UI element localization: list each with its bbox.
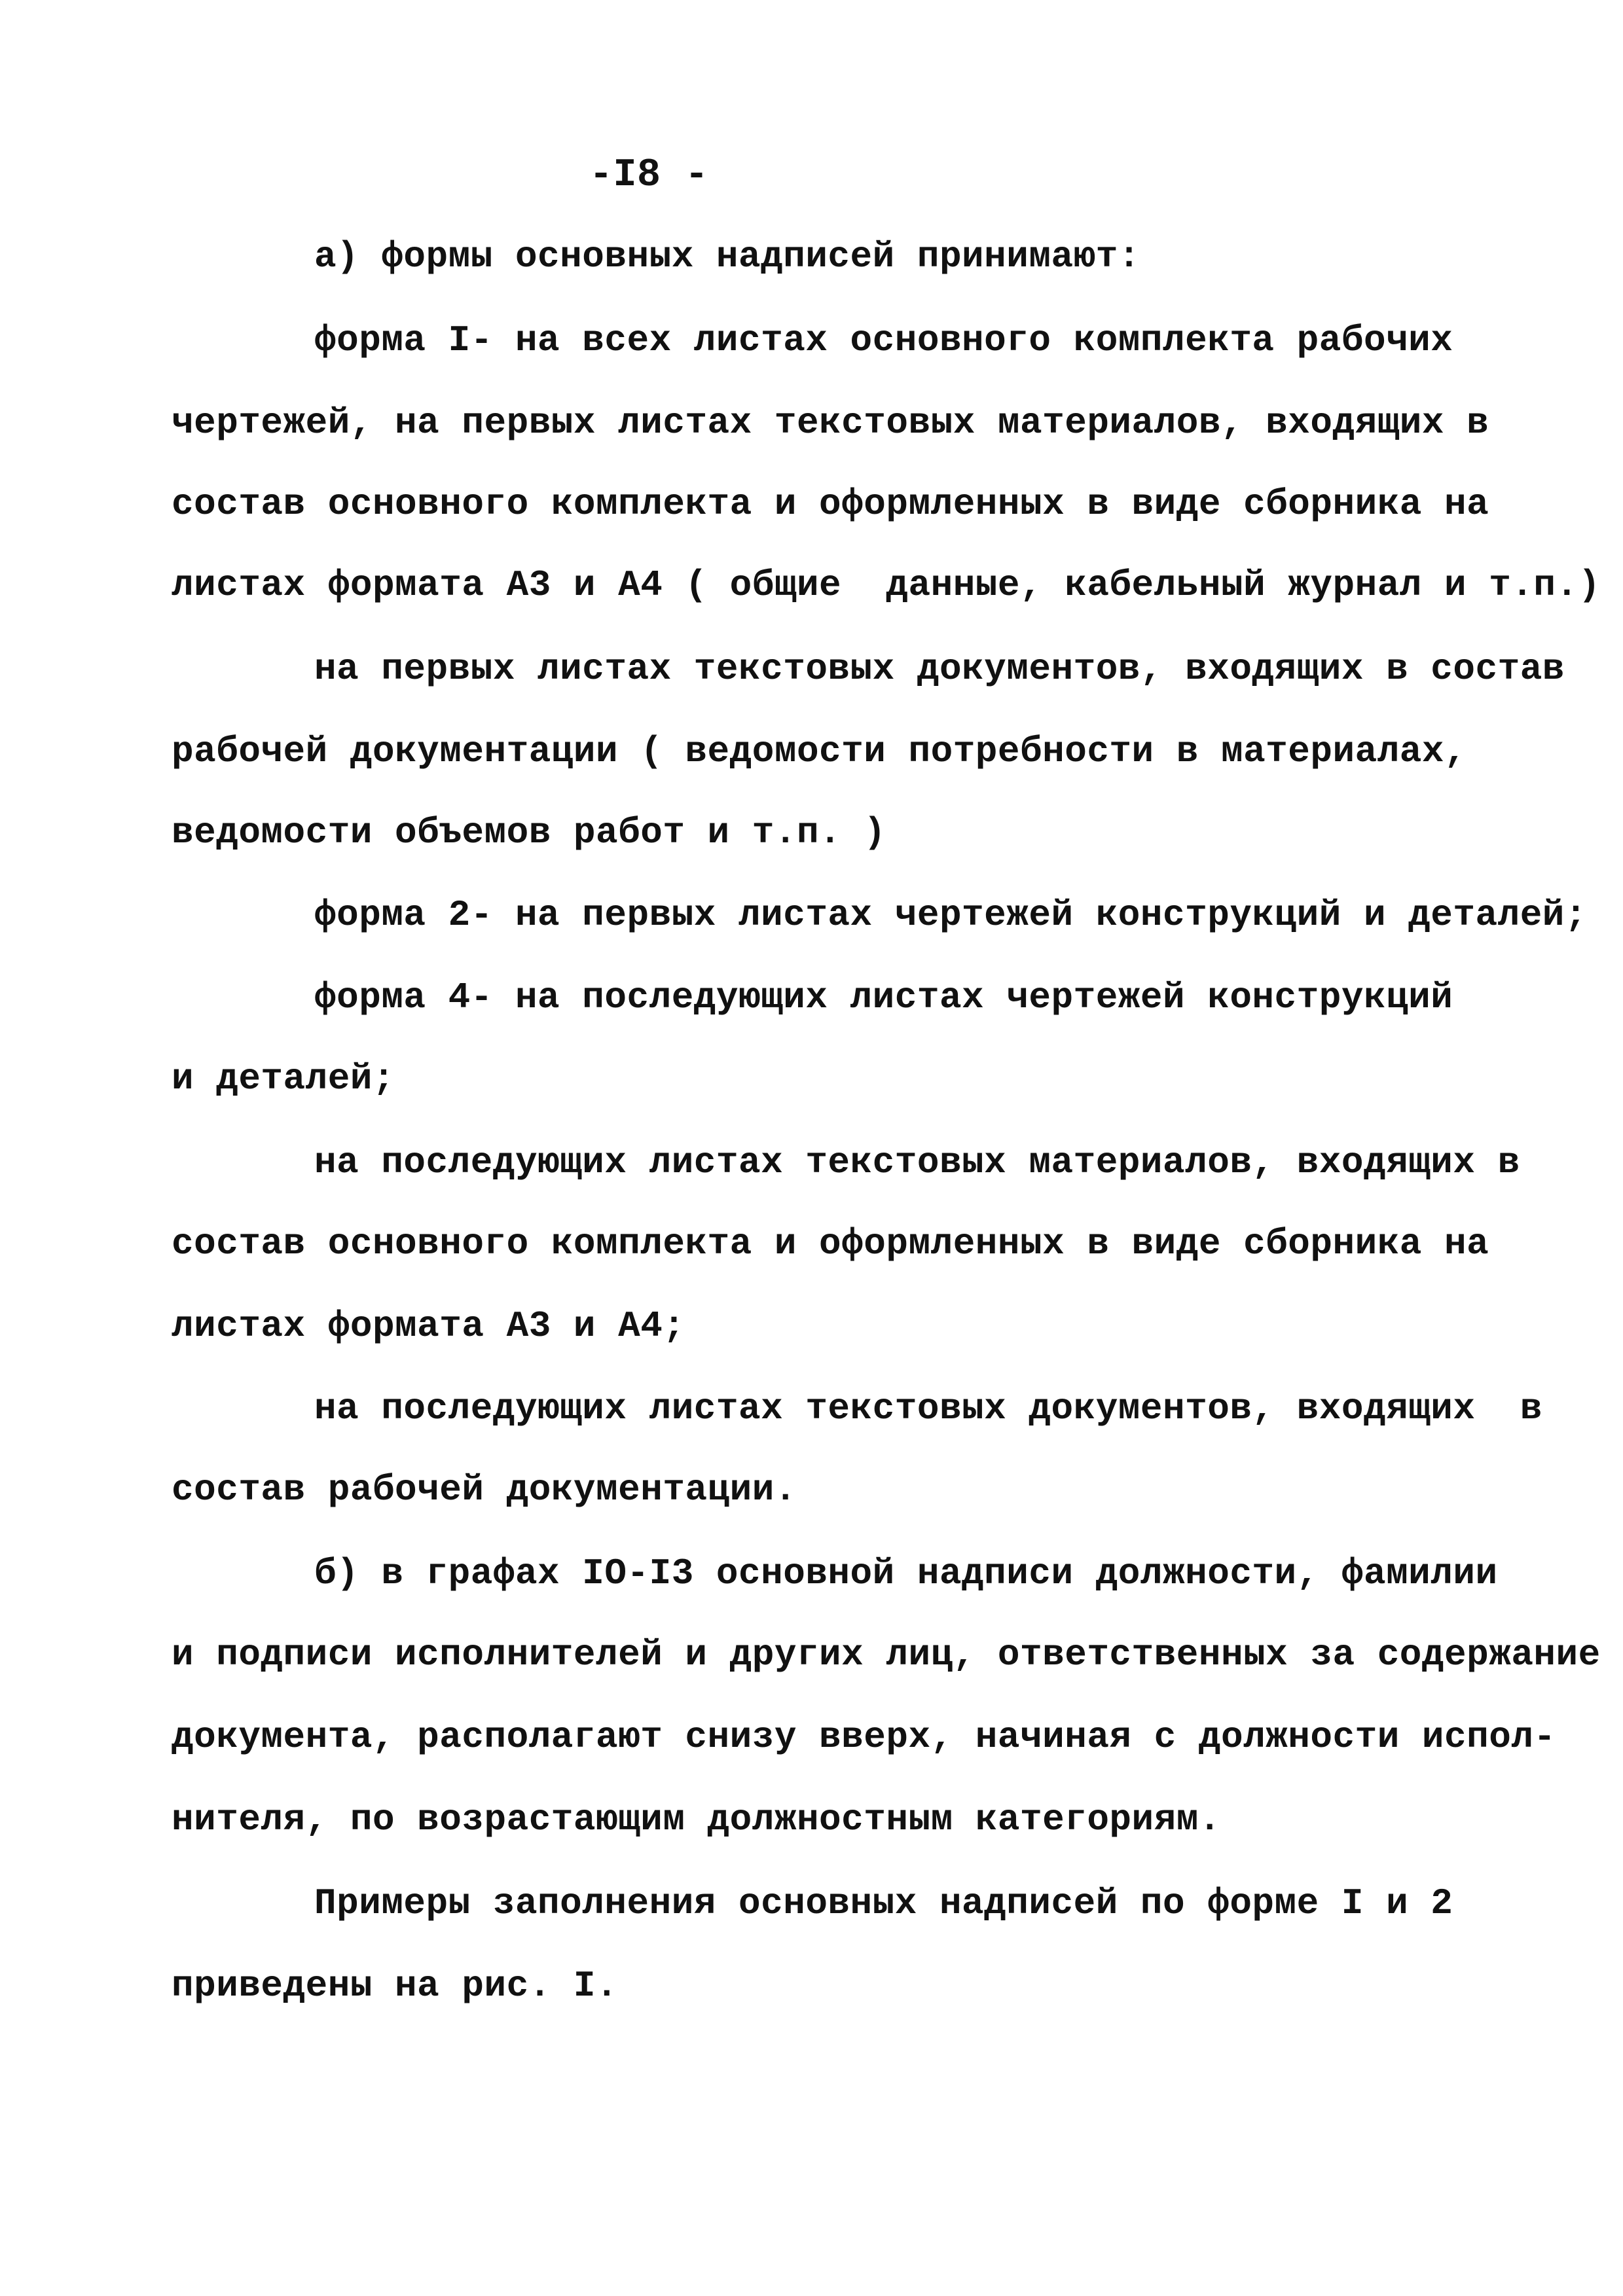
text-line: рабочей документации ( ведомости потребности в материалах, bbox=[172, 730, 1467, 772]
text-line: чертежей, на первых листах текстовых материалов, входящих в bbox=[172, 402, 1489, 444]
text-line: листах формата А3 и А4 ( общие данные, кабельный журнал и т.п.) bbox=[172, 564, 1601, 606]
text-line: документа, располагают снизу вверх, начиная с должности испол- bbox=[172, 1716, 1556, 1758]
text-line: нителя, по возрастающим должностным категориям. bbox=[172, 1799, 1221, 1840]
text-line: приведены на рис. I. bbox=[172, 1965, 619, 2007]
text-line: на последующих листах текстовых документов, входящих в bbox=[314, 1388, 1542, 1429]
text-line: форма 4- на последующих листах чертежей конструкций bbox=[314, 977, 1453, 1018]
text-line: а) формы основных надписей принимают: bbox=[314, 236, 1140, 278]
text-line: состав рабочей документации. bbox=[172, 1469, 797, 1511]
text-line: листах формата А3 и А4; bbox=[172, 1305, 685, 1347]
text-line: форма I- на всех листах основного комплекта рабочих bbox=[314, 319, 1453, 361]
text-line: состав основного комплекта и оформленных в виде сборника на bbox=[172, 1223, 1489, 1265]
text-line: состав основного комплекта и оформленных в виде сборника на bbox=[172, 483, 1489, 525]
text-line: на последующих листах текстовых материалов, входящих в bbox=[314, 1141, 1520, 1183]
text-line: на первых листах текстовых документов, входящих в состав bbox=[314, 648, 1565, 690]
text-line: ведомости объемов работ и т.п. ) bbox=[172, 812, 886, 853]
text-line: б) в графах IO-I3 основной надписи должности, фамилии bbox=[314, 1552, 1498, 1594]
text-line: и деталей; bbox=[172, 1058, 395, 1100]
text-line: и подписи исполнителей и других лиц, ответственных за содержание bbox=[172, 1634, 1601, 1676]
text-line: форма 2- на первых листах чертежей конструкций и деталей; bbox=[314, 894, 1588, 936]
page-number: -I8 - bbox=[589, 153, 709, 198]
text-line: Примеры заполнения основных надписей по форме I и 2 bbox=[314, 1882, 1453, 1924]
